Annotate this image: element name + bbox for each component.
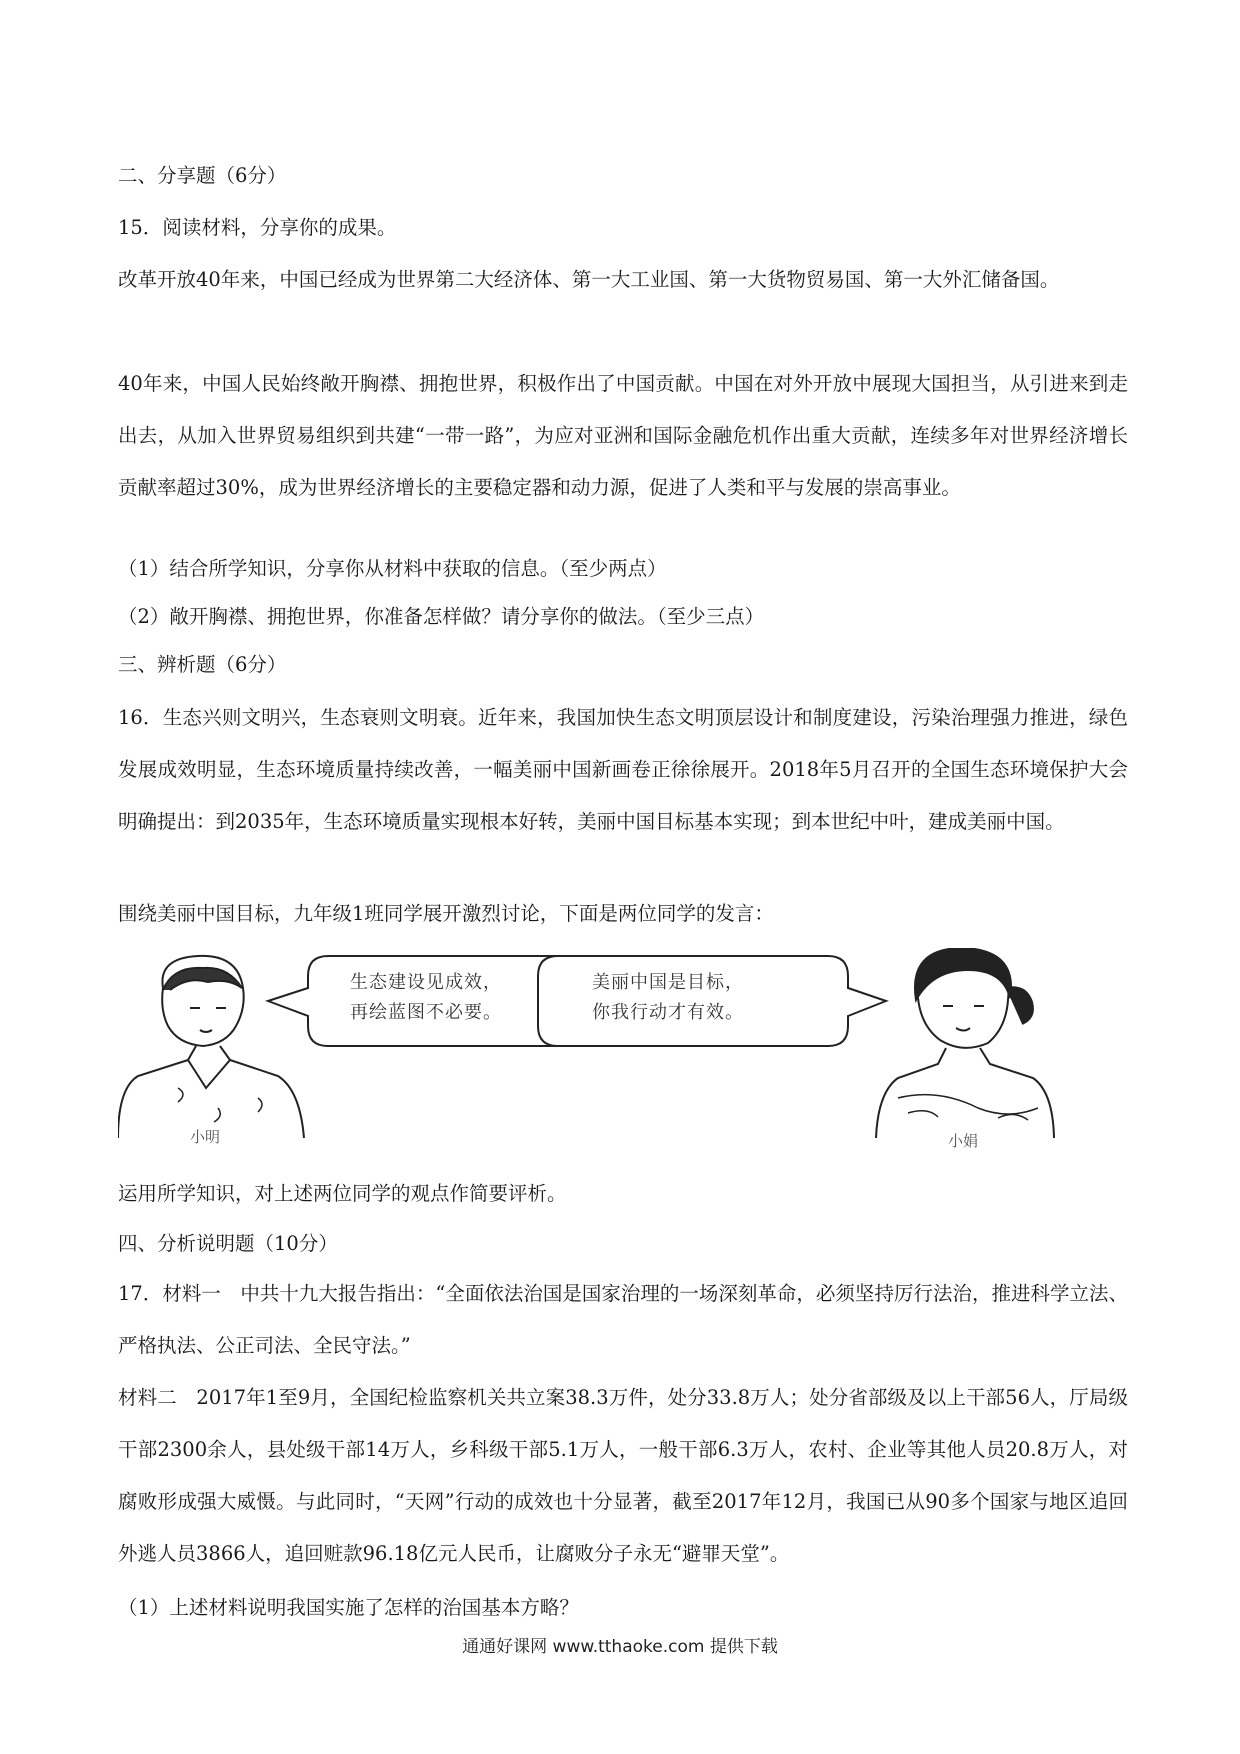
section2-heading: 二、分享题（6分）: [118, 164, 287, 187]
q15-subquestion-2: （2）敞开胸襟、拥抱世界，你准备怎样做？请分享你的做法。（至少三点）: [118, 605, 765, 628]
q15-title: 15．阅读材料，分享你的成果。: [118, 216, 397, 239]
left-bubble-line-1: 生态建设见成效，: [350, 972, 502, 993]
q17-material-1: 17．材料一 中共十九大报告指出：“全面依法治国是国家治理的一场深刻革命，必须坚持厉行法治，推进科学立法、严格执法、公正司法、全民守法。”: [118, 1282, 1128, 1357]
q15-paragraph-2: 40年来，中国人民始终敞开胸襟、拥抱世界，积极作出了中国贡献。中国在对外开放中展现大国担当，从引进来到走出去，从加入世界贸易组织到共建“一带一路”，为应对亚洲和国际金融危机作出重大贡献，连续多年对世界经济增长贡献率超过30%，成为世界经济增长的主要稳定器和动力源，促进了人类和平与发展的崇高事业。: [118, 372, 1128, 499]
q17-material-2: 材料二 2017年1至9月，全国纪检监察机关共立案38.3万件，处分33.8万人；处分省部级及以上干部56人，厅局级干部2300余人，县处级干部14万人，乡科级干部5.1万人，一般干部6.3万人，农村、企业等其他人员20.8万人，对腐败形成强大威慑。与此同时，“天网”行动的成效也十分显著，截至2017年12月，我国已从90多个国家与地区追回外逃人员3866人，追回赃款96.18亿元人民币，让腐败分子永无“避罪天堂”。: [118, 1386, 1128, 1565]
right-bubble-line-2: 你我行动才有效。: [592, 1002, 744, 1023]
caption-xiaojuan: 小娟: [948, 1132, 979, 1150]
boy-figure: [118, 956, 304, 1138]
caption-xiaoming: 小明: [190, 1128, 221, 1146]
section3-heading: 三、辨析题（6分）: [118, 653, 287, 676]
section4-heading: 四、分析说明题（10分）: [118, 1232, 338, 1255]
discussion-illustration: [118, 948, 1128, 1148]
right-bubble-line-1: 美丽中国是目标，: [592, 972, 744, 993]
q15-paragraph-1: 改革开放40年来，中国已经成为世界第二大经济体、第一大工业国、第一大货物贸易国、第一大外汇储备国。: [118, 268, 1060, 291]
q17-subquestion-1: （1）上述材料说明我国实施了怎样的治国基本方略？: [118, 1596, 579, 1619]
girl-figure: [876, 948, 1054, 1138]
footer-download-note: 通通好课网 www.tthaoke.com 提供下载: [462, 1637, 778, 1657]
q15-subquestion-1: （1）结合所学知识，分享你从材料中获取的信息。（至少两点）: [118, 557, 667, 580]
q16-paragraph-1: 16．生态兴则文明兴，生态衰则文明衰。近年来，我国加快生态文明顶层设计和制度建设，污染治理强力推进，绿色发展成效明显，生态环境质量持续改善，一幅美丽中国新画卷正徐徐展开。2018年5月召开的全国生态环境保护大会明确提出：到2035年，生态环境质量实现根本好转，美丽中国目标基本实现；到本世纪中叶，建成美丽中国。: [118, 706, 1128, 833]
left-bubble-line-2: 再绘蓝图不必要。: [350, 1002, 502, 1023]
q16-paragraph-2: 围绕美丽中国目标，九年级1班同学展开激烈讨论，下面是两位同学的发言：: [118, 902, 774, 925]
q16-task: 运用所学知识，对上述两位同学的观点作简要评析。: [118, 1182, 567, 1205]
